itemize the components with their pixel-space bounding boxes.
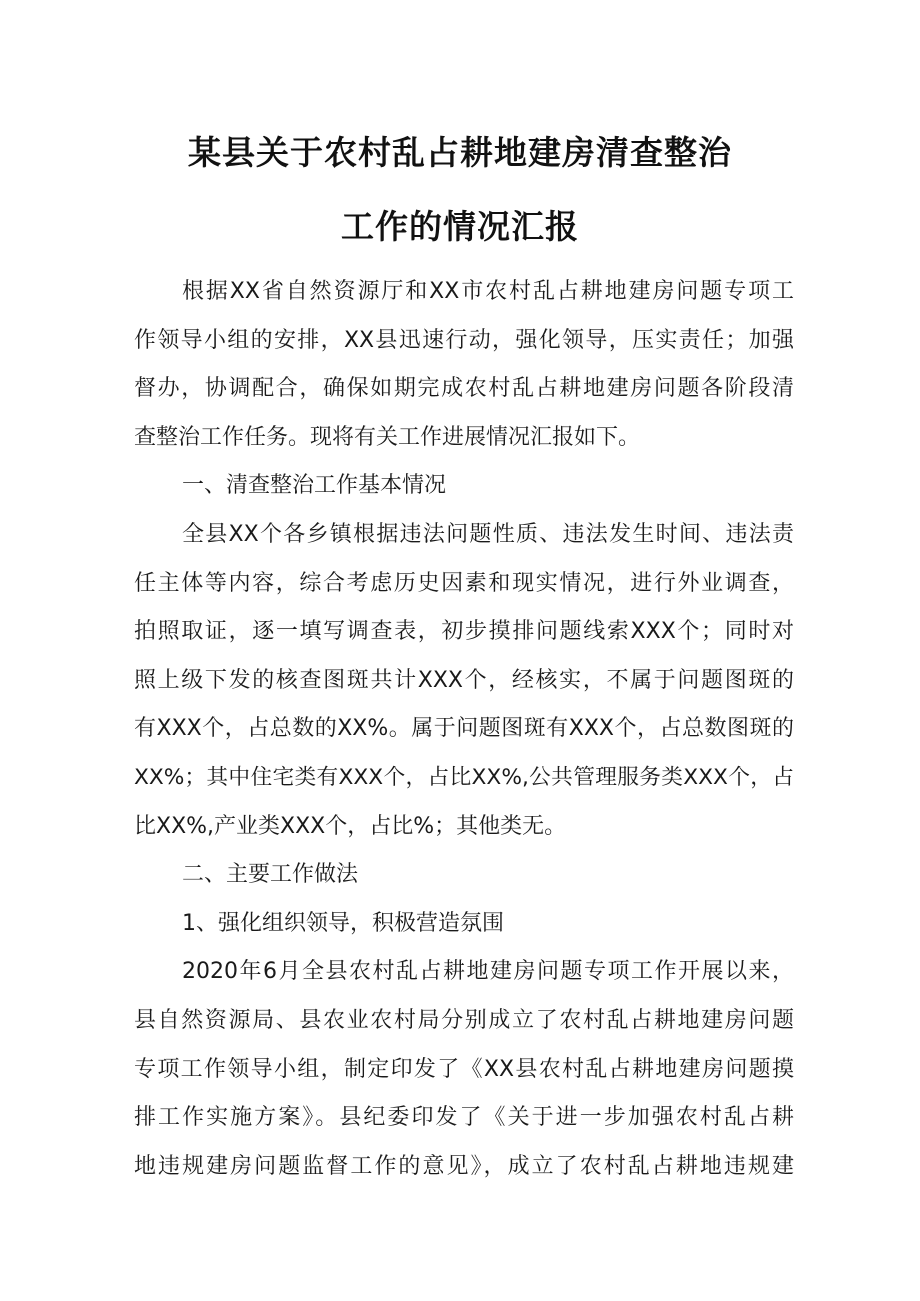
- body-line: 有XXX个，占总数的XX%。属于问题图斑有XXX个，占总数图斑的: [134, 716, 794, 742]
- body-line: 根据XX省自然资源厅和XX市农村乱占耕地建房问题专项工: [182, 279, 794, 304]
- body-line: 照上级下发的核查图斑共计XXX个，经核实，不属于问题图斑的: [134, 667, 794, 693]
- document-title-line-1: 某县关于农村乱占耕地建房清查整治: [188, 133, 732, 172]
- section-heading: 二、主要工作做法: [182, 862, 359, 888]
- body-line: 地违规建房问题监督工作的意见》，成立了农村乱占耕地违规建: [134, 1153, 794, 1179]
- subsection-heading: 1、强化组织领导，积极营造氛围: [182, 910, 504, 936]
- body-line: 全县XX个各乡镇根据违法问题性质、违法发生时间、违法责: [182, 521, 794, 547]
- body-line: 专项工作领导小组，制定印发了《XX县农村乱占耕地建房问题摸: [134, 1056, 794, 1082]
- body-line: 作领导小组的安排，XX县迅速行动，强化领导，压实责任；加强: [134, 327, 794, 353]
- body-line: 县自然资源局、县农业农村局分别成立了农村乱占耕地建房问题: [134, 1007, 794, 1033]
- body-line: 查整治工作任务。现将有关工作进展情况汇报如下。: [134, 424, 641, 450]
- body-line: 2020年6月全县农村乱占耕地建房问题专项工作开展以来，: [182, 959, 794, 985]
- document-body: [134, 268, 794, 1191]
- body-line: 督办，协调配合，确保如期完成农村乱占耕地建房问题各阶段清: [134, 376, 794, 402]
- document-title-line-2: 工作的情况汇报: [341, 207, 579, 246]
- body-line: 比XX%,产业类XXX个，占比%；其他类无。: [134, 813, 567, 839]
- section-heading: 一、清查整治工作基本情况: [182, 473, 447, 499]
- body-line: 排工作实施方案》。县纪委印发了《关于进一步加强农村乱占耕: [134, 1105, 794, 1131]
- body-line: XX%；其中住宅类有XXX个，占比XX%,公共管理服务类XXX个，占: [134, 764, 794, 790]
- body-line: 任主体等内容，综合考虑历史因素和现实情况，进行外业调查，: [134, 570, 794, 596]
- body-line: 拍照取证，逐一填写调查表，初步摸排问题线索XXX个；同时对: [134, 619, 794, 645]
